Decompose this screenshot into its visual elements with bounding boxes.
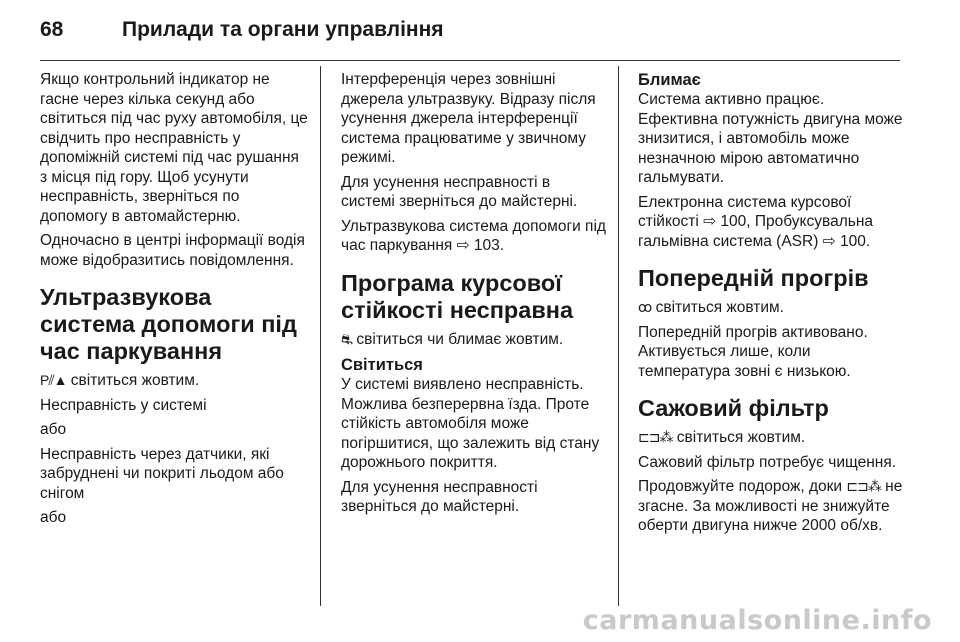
paragraph: Несправність у системі (40, 396, 207, 414)
paragraph: Несправність через датчики, які забруднені чи покриті льодом або снігом (40, 445, 284, 502)
column-3 (638, 70, 906, 541)
column-1 (40, 70, 308, 533)
soot-filter-icon: ⊏⊐⁂ (638, 429, 673, 445)
paragraph: або (40, 509, 67, 526)
indicator-text: світиться жовтим. (655, 299, 784, 316)
paragraph: Сажовий фільтр потребує чищення. (638, 453, 897, 471)
page-title: Прилади та органи управління (122, 18, 444, 41)
section-heading-preheat: Попередній прогрів (638, 265, 869, 291)
section-heading-parking: Ультразвукова система допомоги під час паркування (40, 284, 297, 364)
paragraph: Інтерференція через зовнішні джерела ультразвуку. Відразу після усунення джерела інтерференції система працюватиме у звичному режимі. (341, 71, 596, 166)
column-divider-2 (618, 66, 619, 606)
paragraph: Для усунення несправності зверніться до майстерні. (341, 478, 538, 515)
parking-assist-icon: P⫽▲ (40, 372, 67, 388)
section-heading-esp: Програма курсової стійкості несправна (341, 269, 574, 323)
paragraph: Попередній прогрів активовано. Активується лише, коли температура зовні є низькою. (638, 323, 868, 380)
watermark: carmanualsonline.info (582, 605, 932, 636)
paragraph: або (40, 421, 67, 438)
indicator-line (40, 371, 308, 391)
page-number: 68 (40, 18, 64, 41)
indicator-text: світиться чи блимає жовтим. (356, 330, 564, 348)
indicator-text: світиться жовтим. (676, 429, 806, 446)
paragraph: Для усунення несправності в системі зверніться до майстерні. (341, 173, 578, 210)
header-rule (40, 60, 900, 61)
page-header (0, 0, 960, 62)
paragraph-link: Електронна система курсової стійкості ⇨ 100, Пробуксувальна гальмівна система (ASR) ⇨ 100. (638, 193, 873, 250)
paragraph-link: Ультразвукова система допомоги під час паркування ⇨ 103. (341, 217, 606, 254)
indicator-text: світиться жовтим. (70, 372, 200, 389)
paragraph (638, 477, 906, 536)
paragraph: Система активно працює. Ефективна потужність двигуна може знизитися, і автомобіль може незначною мірою автоматично гальмувати. (638, 91, 903, 186)
paragraph: У системі виявлено несправність. Можлива безперервна їзда. Проте стійкість автомобіля може погіршитися, що залежить від стану дорожнього покриття. (341, 376, 600, 471)
indicator-line (638, 428, 906, 448)
esp-icon: ⛐ (341, 330, 353, 347)
section-heading-filter: Сажовий фільтр (638, 395, 829, 421)
indicator-line (638, 298, 906, 318)
subheading-lit: Світиться (341, 356, 423, 374)
paragraph-text: Продовжуйте подорож, доки (638, 478, 843, 495)
column-divider-1 (320, 66, 321, 606)
column-2 (341, 70, 606, 522)
paragraph-text: не згасне. За можливості не знижуйте оберти двигуна нижче 2000 об/хв. (638, 478, 903, 534)
paragraph: Якщо контрольний індикатор не гасне через кілька секунд або світиться під час руху автомобіля, це свідчить про несправність у допоміжній системі під час рушання з місця під гору. Щоб усунути несправність, зверніться по допомогу в автомайстерню. (40, 71, 308, 225)
preheat-coil-icon: ꝏ (638, 299, 652, 315)
soot-filter-icon: ⊏⊐⁂ (846, 478, 881, 494)
paragraph: Одночасно в центрі інформації водія може відобразитись повідомлення. (40, 232, 305, 269)
subheading-blink: Блимає (638, 71, 701, 89)
indicator-line (341, 330, 606, 350)
